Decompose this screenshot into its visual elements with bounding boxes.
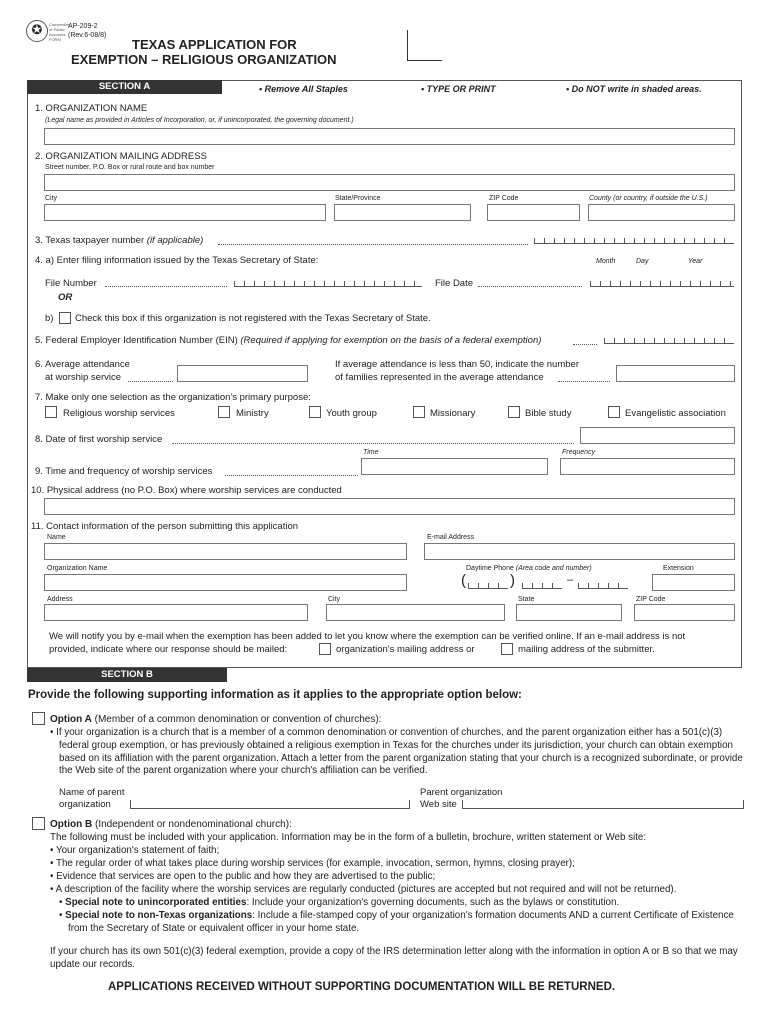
first-worship-date-input[interactable]: [580, 427, 735, 444]
contact-state-label: State: [518, 596, 535, 603]
file-number-label: File Number: [45, 278, 97, 289]
option-a-body: • If your organization is a church that is a member of a common denomination or convention of churches, and the parent organization either has a 501(c)(3) federal group exemption, or has previously obtained a religious exemption in Texas for the churches under its jurisdiction, your church can obtain exemption based on its affiliation with the parent organization. Attach a letter from the parent organization stating that your church is a recognized subordinate, or provide the Web site of the parent organization where your church's affiliation can be verified.: [50, 727, 743, 777]
q8-label: 8. Date of first worship service: [35, 434, 163, 445]
mailing-street-input[interactable]: [44, 174, 735, 191]
not-registered-checkbox[interactable]: [59, 312, 71, 324]
option-a-subtitle: (Member of a common denomination or convention of churches):: [94, 714, 382, 725]
q5-text: 5. Federal Employer Identification Number (EIN): [35, 335, 238, 346]
q1-hint: (Legal name as provided in Articles of Incorporation, or, if unincorporated, the governing document.): [45, 117, 354, 124]
phone-dash: –: [567, 574, 574, 586]
note2-title: Special note to non-Texas organizations: [65, 910, 253, 921]
option-b-intro: The following must be included with your application. Information may be in the form of a bulletin, brochure, written statement or Web site:: [50, 832, 647, 843]
note-shaded: • Do NOT write in shaded areas.: [566, 84, 702, 94]
families-represented-input[interactable]: [616, 365, 735, 382]
corner-mark: [407, 30, 442, 61]
q9-label: 9. Time and frequency of worship services: [35, 466, 213, 477]
q2-hint: Street number, P.O. Box or rural route and box number: [45, 164, 215, 171]
file-number-leader: [105, 281, 227, 287]
q6-right-line2: of families represented in the average attendance: [335, 372, 544, 383]
form-title-line1: TEXAS APPLICATION FOR: [132, 37, 297, 52]
city-label: City: [45, 195, 58, 202]
option-b-subtitle: (Independent or nondenominational church):: [95, 819, 292, 830]
purpose-evangelistic-label: Evangelistic association: [625, 408, 726, 419]
parent-website-label-line2: Web site: [420, 799, 457, 810]
form-title-line2: EXEMPTION – RELIGIOUS ORGANIZATION: [71, 52, 337, 67]
q6-right-leader: [558, 375, 610, 382]
extension-label: Extension: [663, 565, 694, 572]
contact-org-name-input[interactable]: [44, 574, 407, 591]
q6-right-line1: If average attendance is less than 50, indicate the number: [335, 359, 579, 370]
phone-area-code-input[interactable]: [468, 577, 508, 589]
purpose-bible-study-label: Bible study: [525, 408, 572, 419]
contact-address-input[interactable]: [44, 604, 308, 621]
physical-address-input[interactable]: [44, 498, 735, 515]
q7-label: 7. Make only one selection as the organization's primary purpose:: [35, 392, 311, 403]
option-b-item: • A description of the facility where the worship services are regularly conducted (pictures are accepted but not required and will not be returned).: [50, 884, 677, 895]
q11-label: 11. Contact information of the person submitting this application: [31, 521, 299, 532]
contact-address-label: Address: [47, 596, 73, 603]
q3-label: [35, 235, 203, 246]
notify-submitter-address-checkbox[interactable]: [501, 643, 513, 655]
note1-body: : Include your organization's governing documents, such as the bylaws or constitution.: [246, 897, 620, 908]
file-date-label: File Date: [435, 278, 474, 289]
parent-website-input[interactable]: [462, 800, 744, 809]
file-date-leader: [478, 281, 582, 287]
daytime-phone-label: [466, 565, 592, 572]
q6-label-line2: at worship service: [45, 372, 122, 383]
daytime-phone-hint: (Area code and number): [515, 565, 592, 572]
option-a-title: Option A: [50, 714, 92, 725]
state-province-label: State/Province: [335, 195, 381, 202]
notify-org-address-checkbox[interactable]: [319, 643, 331, 655]
purpose-religious-worship-checkbox[interactable]: [45, 406, 57, 418]
note1-title: Special note to unincorporated entities: [65, 897, 247, 908]
notify-org-address-label: organization's mailing address or: [336, 644, 475, 655]
purpose-missionary-checkbox[interactable]: [413, 406, 425, 418]
q4a-label: 4. a) Enter filing information issued by the Texas Secretary of State:: [35, 255, 319, 266]
parent-name-label-line1: Name of parent: [59, 787, 125, 798]
option-b-title: Option B: [50, 819, 93, 830]
contact-zip-input[interactable]: [634, 604, 735, 621]
q5-hint: (Required if applying for exemption on the basis of a federal exemption): [240, 335, 542, 346]
special-note-unincorporated: • Special note to unincorporated entities: Include your organization's governing documents, such as the bylaws or constitution.: [59, 897, 620, 908]
phone-extension-input[interactable]: [652, 574, 735, 591]
mailing-zip-input[interactable]: [487, 204, 580, 221]
average-attendance-input[interactable]: [177, 365, 308, 382]
contact-city-input[interactable]: [326, 604, 505, 621]
note-staples: • Remove All Staples: [259, 84, 348, 94]
q9-leader: [225, 469, 358, 476]
contact-city-label: City: [328, 596, 341, 603]
organization-name-input[interactable]: [44, 128, 735, 145]
option-b-heading: [50, 819, 292, 830]
phone-line-input[interactable]: [578, 577, 628, 589]
q4b-label: Check this box if this organization is not registered with the Texas Secretary of State.: [75, 313, 431, 324]
purpose-ministry-checkbox[interactable]: [218, 406, 230, 418]
year-label: Year: [688, 258, 703, 265]
file-number-input[interactable]: [234, 275, 422, 287]
contact-org-name-label: Organization Name: [47, 565, 108, 572]
purpose-evangelistic-checkbox[interactable]: [608, 406, 620, 418]
option-b-item: • Your organization's statement of faith;: [50, 845, 220, 856]
purpose-youth-group-label: Youth group: [326, 408, 377, 419]
parent-name-label-line2: organization: [59, 799, 111, 810]
note2-body: : Include a file-stamped copy of your organization's formation documents AND a current Certificate of Existence from the Secretary of State or equivalent officer in your home state.: [68, 910, 734, 934]
star-icon: ✪: [31, 22, 43, 37]
option-a-checkbox[interactable]: [32, 712, 45, 725]
mailing-county-input[interactable]: [588, 204, 735, 221]
q5-label: [35, 335, 541, 346]
phone-close-paren: ): [510, 572, 515, 589]
q3-leader: [218, 238, 528, 245]
parent-website-label-line1: Parent organization: [420, 787, 503, 798]
agency-seal: [26, 20, 48, 42]
county-label: County (or country, if outside the U.S.): [589, 195, 708, 202]
footer-warning: APPLICATIONS RECEIVED WITHOUT SUPPORTING DOCUMENTATION WILL BE RETURNED.: [108, 981, 616, 993]
special-note-non-texas: • Special note to non-Texas organizations: Include a file-stamped copy of your organization's formation documents AND a current Certificate of Existence from the Secretary of State or equivalent officer in your home state.: [59, 910, 734, 934]
agency-seal-text: Comptroller of Public Accounts FORM: [49, 22, 70, 42]
notify-submitter-address-label: mailing address of the submitter.: [518, 644, 655, 655]
mailing-city-input[interactable]: [44, 204, 326, 221]
q1-label: 1. ORGANIZATION NAME: [35, 103, 148, 114]
section-b-heading: Provide the following supporting information as it applies to the appropriate option below:: [28, 689, 522, 701]
q3-text: 3. Texas taxpayer number: [35, 235, 145, 246]
option-b-item: • The regular order of what takes place during worship services (for example, invocation, sermon, hymns, closing prayer);: [50, 858, 575, 869]
section-b-label: SECTION B: [27, 668, 227, 682]
phone-prefix-input[interactable]: [522, 577, 562, 589]
mailing-state-input[interactable]: [334, 204, 471, 221]
q10-label: 10. Physical address (no P.O. Box) where worship services are conducted: [31, 485, 342, 496]
notify-line2: provided, indicate where our response should be mailed:: [49, 644, 288, 655]
contact-name-label: Name: [47, 534, 66, 541]
option-b-item: • Evidence that services are open to the public and how they are advertised to the public;: [50, 871, 436, 882]
day-label: Day: [636, 258, 649, 265]
purpose-missionary-label: Missionary: [430, 408, 476, 419]
purpose-ministry-label: Ministry: [236, 408, 269, 419]
form-number: AP-209-2: [68, 23, 98, 30]
file-date-input[interactable]: [590, 275, 734, 287]
q2-label: 2. ORGANIZATION MAILING ADDRESS: [35, 151, 207, 162]
option-b-checkbox[interactable]: [32, 817, 45, 830]
worship-time-input[interactable]: [361, 458, 548, 475]
purpose-youth-group-checkbox[interactable]: [309, 406, 321, 418]
zip-code-label: ZIP Code: [489, 195, 519, 202]
q8-leader: [172, 437, 574, 444]
q3-hint: (if applicable): [146, 235, 204, 246]
q4b-prefix: b): [45, 313, 54, 324]
taxpayer-number-input[interactable]: [534, 232, 734, 244]
parent-name-input[interactable]: [130, 800, 410, 809]
option-a-heading: [50, 714, 381, 725]
irs-letter-note: If your church has its own 501(c)(3) federal exemption, provide a copy of the IRS determination letter along with the information in option A or B so that we may update our records.: [50, 946, 738, 970]
notify-line1: We will notify you by e-mail when the exemption has been added to let you know where the exemption can be verified online. If an e-mail address is not: [49, 631, 686, 642]
purpose-bible-study-checkbox[interactable]: [508, 406, 520, 418]
month-label: Month: [596, 258, 616, 265]
frequency-label: Frequency: [562, 449, 596, 456]
q6-leader: [128, 375, 173, 382]
q5-leader: [573, 338, 597, 345]
contact-name-input[interactable]: [44, 543, 407, 560]
daytime-phone-text: Daytime Phone: [466, 565, 514, 572]
note-type-print: • TYPE OR PRINT: [421, 84, 496, 94]
q6-label-line1: 6. Average attendance: [35, 359, 130, 370]
or-label: OR: [58, 292, 73, 303]
purpose-religious-worship-label: Religious worship services: [63, 408, 175, 419]
time-label: Time: [363, 449, 379, 456]
form-revision: (Rev.6-08/8): [68, 32, 107, 39]
contact-email-label: E-mail Address: [427, 534, 475, 541]
worship-frequency-input[interactable]: [560, 458, 735, 475]
ein-input[interactable]: [604, 332, 734, 344]
contact-zip-label: ZIP Code: [636, 596, 666, 603]
section-a-label: SECTION A: [27, 80, 222, 94]
phone-open-paren: (: [461, 572, 466, 589]
contact-email-input[interactable]: [424, 543, 735, 560]
contact-state-input[interactable]: [516, 604, 622, 621]
